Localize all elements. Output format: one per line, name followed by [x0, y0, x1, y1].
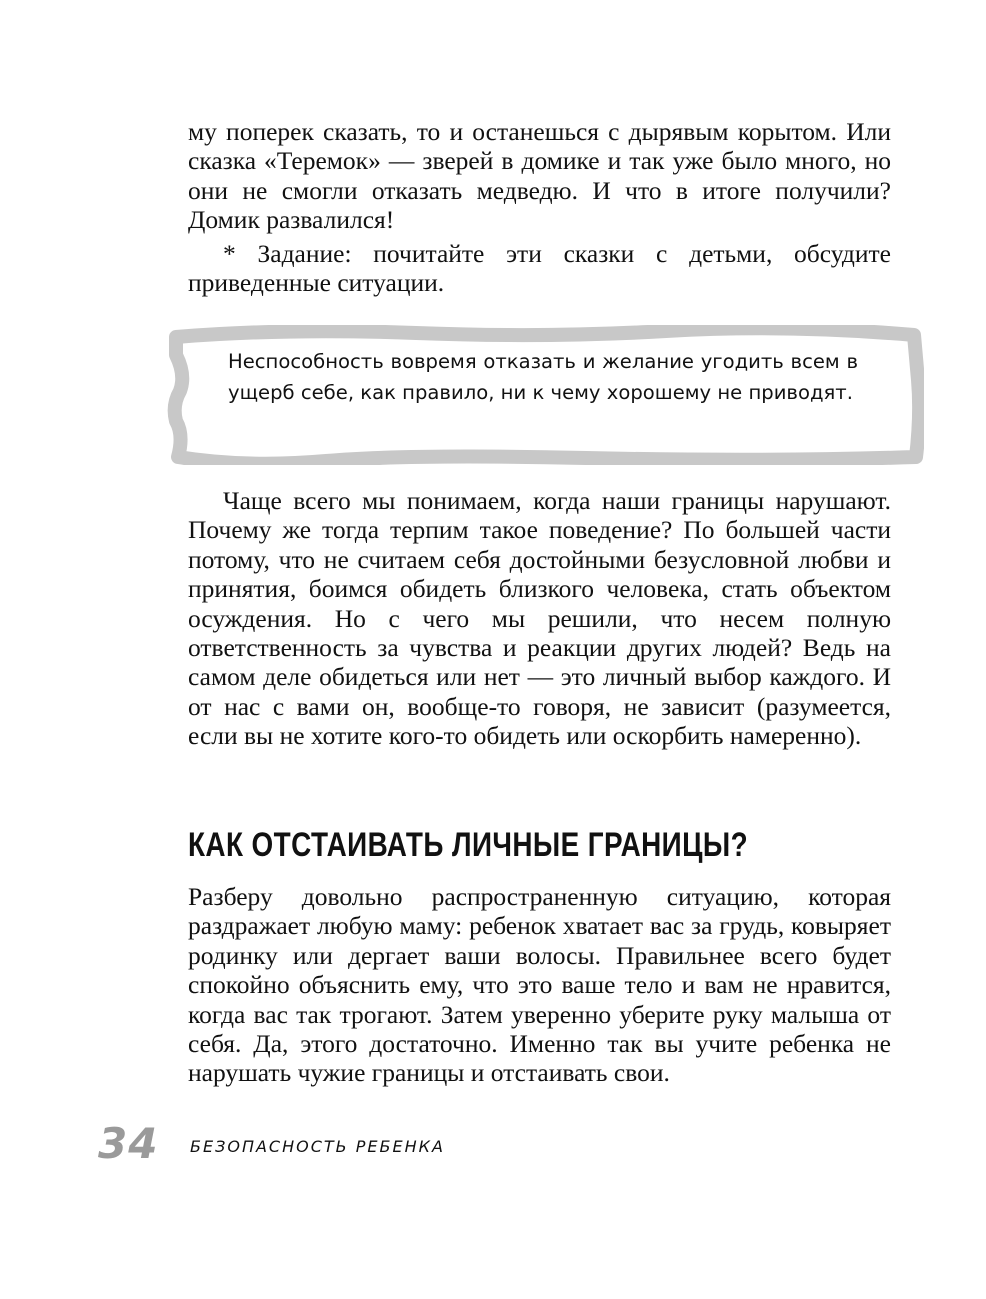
section-heading: КАК ОТСТАИВАТЬ ЛИЧНЫЕ ГРАНИЦЫ?	[188, 826, 749, 864]
body-paragraph-1: му поперек сказать, то и останешься с дырявым корытом. Или сказка «Теремок» — зверей в домике и так уже было много, но они не смогли отказать медведю. И что в итоге получили? Домик развалился!	[188, 117, 891, 235]
body-paragraph-2: Чаще всего мы понимаем, когда наши границы нарушают. Почему же тогда терпим такое поведение? По большей части потому, что не считаем себя достойными безусловной любви и принятия, боимся обидеть близкого человека, стать объектом осуждения. Но с чего мы решили, что несем полную ответственность за чувства и реакции других людей? Ведь на самом деле обидеться или нет — это личный выбор каждого. И от нас с вами он, вообще-то говоря, не зависит (разумеется, если вы не хотите кого-то обидеть или оскорбить намеренно).	[188, 486, 891, 751]
assignment-paragraph: * Задание: почитайте эти сказки с детьми, обсудите приведенные ситуации.	[188, 239, 891, 298]
callout-box	[166, 325, 924, 465]
page-number: 34	[98, 1119, 159, 1168]
page-footer	[98, 1120, 598, 1168]
callout-text: Неспособность вовремя отказать и желание угодить всем в ущерб себе, как правило, ни к чему хорошему не приводят.	[228, 350, 858, 404]
body-paragraph-3: Разберу довольно распространенную ситуацию, которая раздражает любую маму: ребенок хватает вас за грудь, ковыряет родинку или дергает ваши волосы. Правильнее всего будет спокойно объяснить ему, что это ваше тело и вам не нравится, когда вас так трогают. Затем уверенно уберите руку малыша от себя. Да, этого достаточно. Именно так вы учите ребенка не нарушать чужие границы и отстаивать свои.	[188, 882, 891, 1088]
running-title: БЕЗОПАСНОСТЬ РЕБЕНКА	[190, 1137, 445, 1156]
